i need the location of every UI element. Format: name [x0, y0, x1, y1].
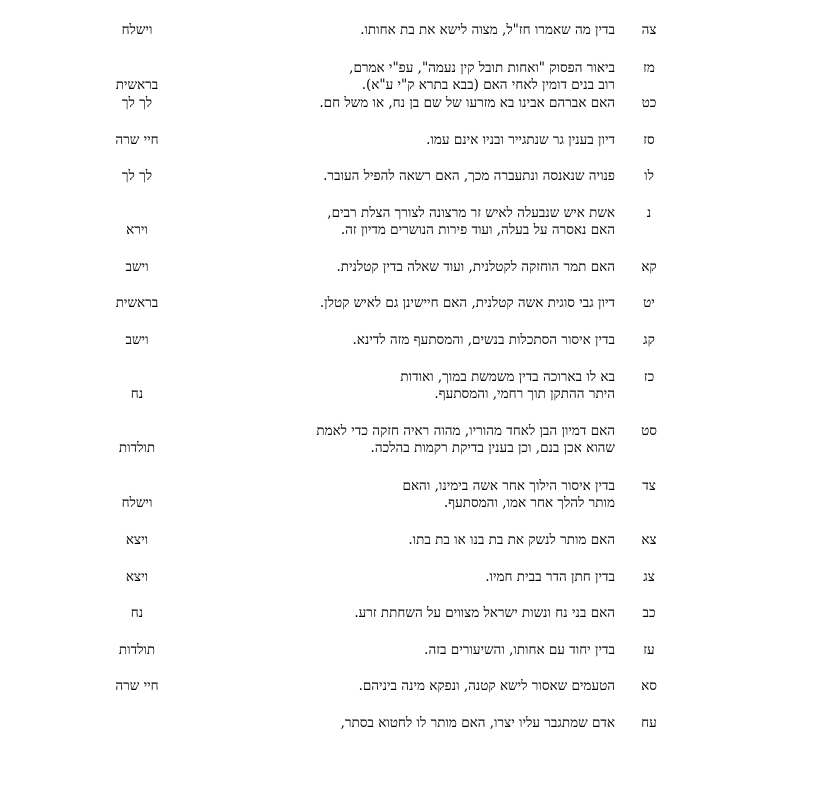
entry-parsha: וישב: [125, 259, 149, 275]
entry-number: קג: [643, 332, 655, 348]
entry-text: [285, 295, 615, 312]
entry-text-line: האם בני נח ונשות ישראל מצווים על השחתת זרע.: [354, 605, 615, 621]
entry-number: קא: [641, 259, 657, 275]
entry-text: [285, 205, 615, 239]
entry-parsha: בראשית: [115, 295, 159, 311]
entry-text-line: בדין יחוד עם אחותו, והשיעורים בזה.: [424, 642, 615, 658]
entry-text-line: בדין מה שאמרו חז"ל, מצוה לישא את בת אחותו.: [360, 22, 615, 38]
entry-text: [285, 259, 615, 276]
entry-text: [285, 478, 615, 512]
entry-parsha: חיי שרה: [115, 132, 159, 148]
entry-number: כב: [642, 605, 656, 621]
entry-text-line: מותר להלך אחר אמו, והמסתעף.: [443, 495, 615, 511]
entry-number: סא: [641, 678, 657, 694]
entry-text-line: הטעמים שאסור לישא קטנה, ונפקא מינה ביניהם.: [358, 678, 615, 694]
entry-number: צה: [641, 22, 657, 38]
entry-text-line: בדין איסור הסתכלות בנשים, והמסתעף מזה לדינא.: [352, 332, 615, 348]
entry-text: [285, 605, 615, 622]
entry-text-line: פנויה שנאנסה ונתעברה מכך, האם רשאה להפיל העובר.: [323, 168, 615, 184]
entry-number: צא: [641, 532, 657, 548]
entry-text: [285, 369, 615, 403]
entry-text: [285, 715, 615, 732]
entry-text: [285, 678, 615, 695]
entry-text-line: רוב בנים דומין לאחי האם (בבא בתרא ק"י ע"א).: [361, 77, 615, 93]
entry-parsha: נח: [130, 605, 144, 621]
entry-text: [285, 532, 615, 549]
entry-number: יט: [643, 295, 655, 311]
entry-text: [285, 95, 615, 112]
entry-parsha: ויצא: [125, 569, 149, 585]
entry-number: כז: [643, 369, 655, 385]
entry-text-line: האם אברהם אבינו בא מזרעו של שם בן נח, או משל חם.: [319, 95, 615, 111]
entry-parsha: וישלח: [121, 22, 153, 38]
entry-text-line: בדין איסור הילוך אחר אשה בימינו, והאם: [402, 478, 615, 494]
entry-number: עז: [643, 642, 655, 658]
entry-text: [285, 22, 615, 39]
entry-text-line: אשת איש שנבעלה לאיש זר מרצונה לצורך הצלת רבים,: [327, 205, 615, 221]
entry-number: צד: [642, 478, 656, 494]
entry-text-line: שהוא אכן בנם, וכן בענין בדיקת רקמות בהלכה.: [370, 440, 615, 456]
entry-parsha: חיי שרה: [115, 678, 159, 694]
entry-parsha: ויצא: [125, 532, 149, 548]
entry-parsha: תולדות: [118, 642, 156, 658]
entry-number: מז: [643, 60, 655, 76]
entry-parsha: בראשית: [115, 77, 159, 93]
entry-parsha: תולדות: [118, 440, 156, 456]
entry-number: סז: [643, 132, 655, 148]
entry-text-line: אדם שמתגבר עליו יצרו, האם מותר לו לחטוא בסתר,: [340, 715, 615, 731]
entry-number: לו: [644, 168, 654, 184]
entry-text-line: האם תמר הוחזקה לקטלנית, ועוד שאלה בדין קטלנית.: [336, 259, 615, 275]
entry-parsha: וישב: [125, 332, 149, 348]
entry-text: [285, 569, 615, 586]
entry-parsha: וישלח: [121, 495, 153, 511]
entry-parsha: וירא: [126, 222, 148, 238]
entry-text-line: בדין חתן הדר בבית חמיו.: [485, 569, 615, 585]
entry-text-line: האם נאסרה על בעלה, ועוד פירות הנושרים מדיון זה.: [340, 222, 615, 238]
entry-parsha: נח: [130, 386, 144, 402]
entry-text: [285, 60, 615, 94]
entry-number: נ: [646, 205, 652, 221]
entry-text: [285, 132, 615, 149]
entry-text-line: ביאור הפסוק "ואחות תובל קין נעמה", עפ"י אמרם,: [349, 60, 615, 76]
entry-text-line: האם מותר לנשק את בת בנו או בת בתו.: [408, 532, 615, 548]
entry-text: [285, 642, 615, 659]
entry-text-line: דיון בענין גר שנתגייר ובניו אינם עמו.: [426, 132, 615, 148]
entry-text: [285, 168, 615, 185]
entry-text-line: היתר ההתקן תוך רחמי, והמסתעף.: [434, 386, 615, 402]
entry-text: [285, 423, 615, 457]
entry-text-line: האם דמיון הבן לאחד מהוריו, מהוה ראיה חזקה כדי לאמת: [316, 423, 615, 439]
entry-number: סט: [641, 423, 657, 439]
entry-text: [285, 332, 615, 349]
entry-number: עח: [641, 715, 657, 731]
entry-number: צג: [643, 569, 655, 585]
entry-text-line: בא לו בארוכה בדין משמשת במוך, ואודות: [400, 369, 615, 385]
entry-parsha: לך לך: [121, 168, 153, 184]
entry-parsha: לך לך: [121, 95, 153, 111]
entry-number: כט: [641, 95, 657, 111]
entry-text-line: דיון גבי סוגית אשה קטלנית, האם חיישינן גם לאיש קטלן.: [319, 295, 615, 311]
